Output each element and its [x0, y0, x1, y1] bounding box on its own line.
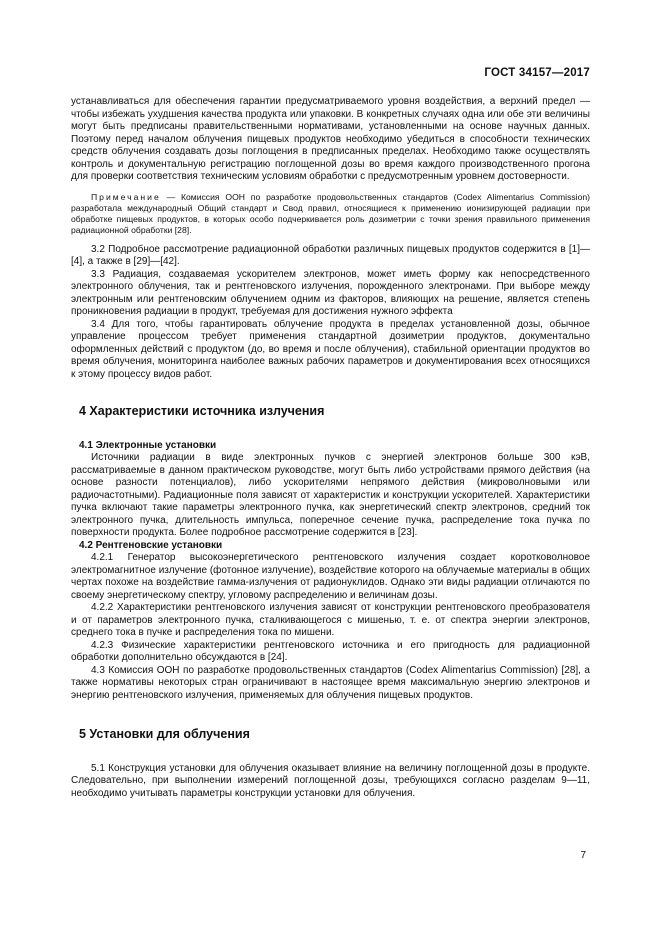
note-label: Примечание: [91, 191, 161, 202]
note: [71, 192, 590, 236]
paragraph-3-2: 3.2 Подробное рассмотрение радиационной обработки различных пищевых продуктов содержится в [1]—[4], а также в [29]—[42].: [71, 243, 590, 267]
paragraph-4-1: Источники радиации в виде электронных пучков с энергией электронов больше 300 кэВ, рассматриваемые в данном практическом руководстве, могут быть либо устройствами прямого действия (на основе разности потенциалов), либо ускорителями непрямого действия (микроволновыми или радиочастотными). Радиационные поля зависят от характеристик и конструкции ускорителей. Характеристики пучка включают такие параметры электронного пучка, как энергетический спектр электронов, средний ток электронного пучка, длительность импульса, поперечное сечение пучка, распределение тока пучка по поверхности продукта. Более подробное рассмотрение содержится в [23].: [71, 452, 590, 538]
subsection-heading-4-2: 4.2 Рентгеновские установки: [79, 539, 223, 551]
page-number: 7: [580, 850, 586, 861]
paragraph-4-3: 4.3 Комиссия ООН по разработке продовольственных стандартов (Codex Alimentarius Commission) [28], а также нормативы некоторых стран ограничивают в настоящее время максимальную энергию электронов и энергию рентгеновского излучения, применяемых для облучения пищевых продуктов.: [71, 664, 590, 701]
paragraph-3-3: 3.3 Радиация, создаваемая ускорителем электронов, может иметь форму как непосредственного электронного облучения, так и рентгеновского излучения, порожденного электронами. При выборе между электронным или рентгеновским облучением одним из факторов, влияющих на решение, является степень проникновения радиации в продукт, требуемая для достижения нужного эффекта: [71, 268, 590, 317]
paragraph-4-2-2: 4.2.2 Характеристики рентгеновского излучения зависят от конструкции рентгеновского преобразователя и от параметров электронного пучка, сталкивающегося с мишенью, т. е. от спектра энергии электронов, среднего тока в пучке и распределения тока по мишени.: [71, 602, 590, 638]
document-body: [71, 96, 590, 800]
paragraph-4-2-3: 4.2.3 Физические характеристики рентгеновского источника и его пригодность для радиационной обработки дополнительно обсуждаются в [24].: [71, 639, 590, 663]
paragraph-5-1: 5.1 Конструкция установки для облучения оказывает влияние на величину поглощенной дозы в продукте. Следовательно, при выполнении измерений поглощенной дозы, требующихся согласно разделам 9—11, необходимо учитывать параметры конструкции установки для облучения.: [71, 762, 590, 799]
paragraph-4-2-1: 4.2.1 Генератор высокоэнергетического рентгеновского излучения создает коротковолновое электромагнитное излучение (фотонное излучение), воздействие которого на облучаемые материалы в общих чертах похоже на воздействие гамма-излучения от радионуклидов. Однако эти виды радиации отличаются по своему энергетическому спектру, угловому распределению и величинам дозы.: [71, 552, 590, 601]
section-heading-5: 5 Установки для облучения: [79, 727, 250, 741]
section-heading-4: 4 Характеристики источника излучения: [79, 404, 325, 418]
note-text: — Комиссия ООН по разработке продовольственных стандартов (Codex Alimentarius Commission) разработала международный Общий стандарт и Свод правил, относящиеся к применению ионизирующей радиации при обработке пищевых продуктов, в которых особо подчеркивается роль дозиметрии с точки зрения правильного применения радиационной обработки [28].: [71, 191, 590, 235]
paragraph-3-4: 3.4 Для того, чтобы гарантировать облучение продукта в пределах установленной дозы, обычное управление процессом требует применения стандартной дозиметрии продуктов, документально оформленных действий с продуктом (до, во время и после облучения), стабильной ориентации продуктов во время облучения, мониторинга наиболее важных рабочих параметров и документирования всех относящихся к этому процессу видов работ.: [71, 318, 590, 380]
paragraph-continuation: устанавливаться для обеспечения гарантии предусматриваемого уровня воздействия, а верхний предел — чтобы избежать ухудшения качества продукта или упаковки. В конкретных случаях одна или обе эти величины могут быть предписаны правительственными нормативами, установленными на основе научных данных. Поэтому перед началом облучения пищевых продуктов необходимо убедиться в способности технических средств облучения создавать дозы поглощения в предписанных пределах. Необходимо также осуществлять контроль и документальную регистрацию поглощенной дозы во время каждого производственного прогона для проверки соответствия техническим условиям обработки с предусмотренным уровнем достоверности.: [71, 96, 590, 182]
subsection-heading-4-1: 4.1 Электронные установки: [79, 439, 217, 451]
standard-designation: ГОСТ 34157—2017: [484, 67, 590, 79]
